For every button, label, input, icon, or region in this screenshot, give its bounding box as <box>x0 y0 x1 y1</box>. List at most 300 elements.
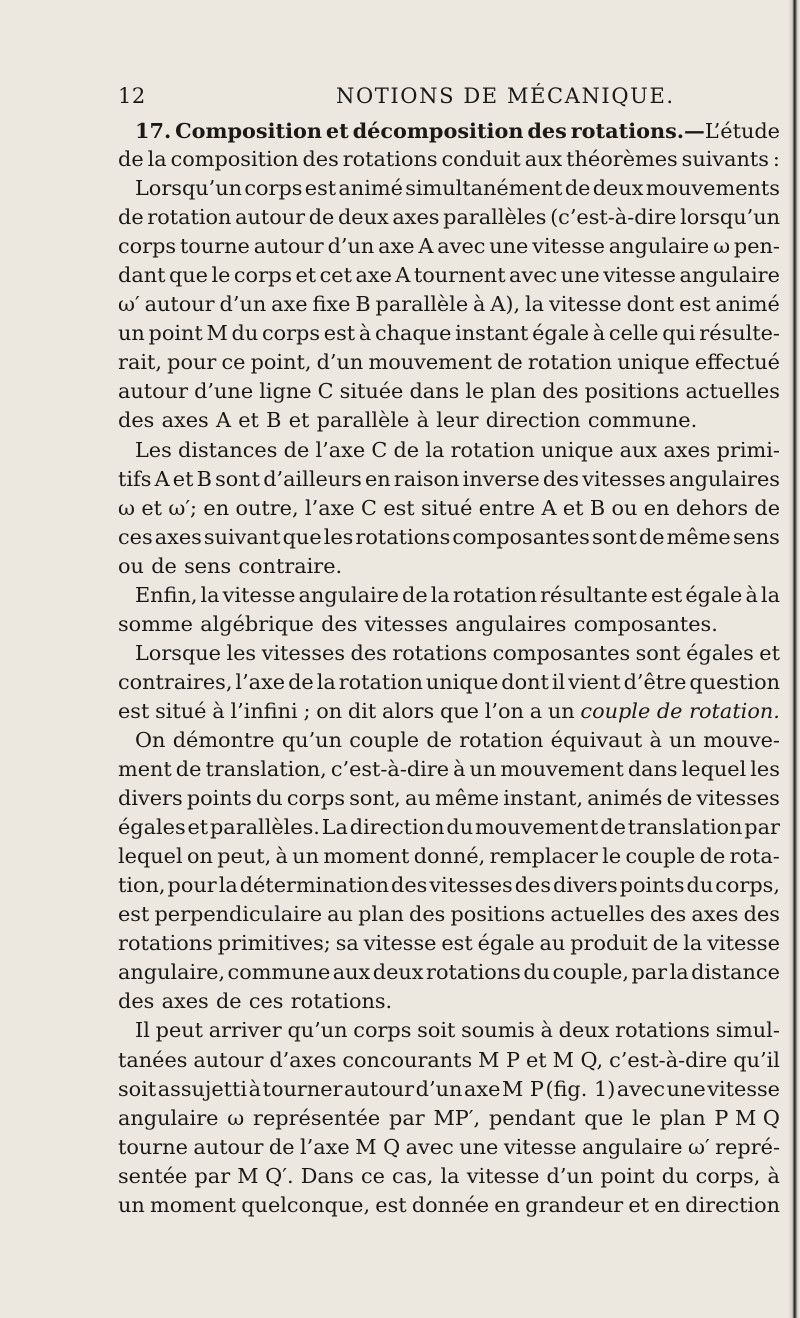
word: primi- <box>716 437 780 462</box>
word: M Q <box>355 1134 401 1159</box>
text-line <box>118 377 780 406</box>
word: à <box>248 1076 262 1101</box>
word: vitesse <box>222 582 296 607</box>
word: couple <box>625 844 696 869</box>
word: des <box>350 640 387 665</box>
word: parallèles. <box>209 815 320 840</box>
word: du <box>446 815 474 840</box>
word: tion, <box>118 873 166 898</box>
word: donné, <box>413 844 486 869</box>
word: rotation <box>450 437 535 462</box>
text-line <box>118 1104 780 1133</box>
word: dans <box>409 379 460 404</box>
word: résultante <box>540 582 648 607</box>
word: du <box>661 1163 689 1188</box>
text-line <box>118 987 780 1016</box>
word: tourner <box>262 1076 343 1101</box>
word: sa <box>335 931 359 956</box>
word: chaque <box>374 321 452 346</box>
word: corps <box>244 176 303 201</box>
word: qu’un <box>287 1018 348 1043</box>
word: rota- <box>729 844 780 869</box>
word: point, <box>250 350 312 375</box>
word: couple, <box>552 960 629 985</box>
word: un <box>118 1192 145 1217</box>
word: et <box>288 408 310 433</box>
word: autour <box>253 234 324 259</box>
word: des <box>321 611 358 636</box>
word: axes <box>691 902 739 927</box>
word: d’un <box>327 234 375 259</box>
word: animés <box>587 786 663 811</box>
word: La <box>321 815 348 840</box>
word: corps <box>118 234 177 259</box>
word: P M Q <box>714 1105 780 1130</box>
word: la <box>430 582 450 607</box>
word: est <box>383 495 415 520</box>
word: sens <box>184 553 232 578</box>
word: vitesse <box>603 263 676 288</box>
word: M P <box>501 1076 544 1101</box>
word: ces <box>118 524 153 549</box>
word: avec <box>405 1134 454 1159</box>
word: deux <box>558 1018 610 1043</box>
word: ω <box>118 495 135 520</box>
word: deux <box>592 176 644 201</box>
word: B <box>266 408 282 433</box>
word: et <box>295 263 317 288</box>
word: positions <box>584 379 680 404</box>
word: unique <box>617 350 690 375</box>
word: positions <box>450 902 546 927</box>
word: 17. <box>135 118 172 143</box>
text-line <box>118 871 780 900</box>
word: on <box>316 698 343 723</box>
text-line <box>118 523 780 552</box>
word: égales <box>686 640 754 665</box>
word: soit <box>417 1018 456 1043</box>
word: instant <box>455 321 529 346</box>
word: avec <box>616 1076 665 1101</box>
word: est <box>650 582 683 607</box>
word: entre <box>478 495 536 520</box>
word: autour <box>193 1134 264 1159</box>
word: du <box>523 960 551 985</box>
word: cet <box>319 263 352 288</box>
word: C <box>361 495 377 520</box>
word: à <box>540 1018 553 1043</box>
word: question <box>689 669 780 694</box>
word: et <box>628 1192 650 1217</box>
word: en <box>643 495 670 520</box>
word: de <box>308 205 335 230</box>
word: l’axe <box>300 1134 350 1159</box>
word: M <box>206 321 228 346</box>
text-line <box>118 842 780 871</box>
word: dont <box>501 669 549 694</box>
word: pendant <box>488 1105 576 1130</box>
word: angulaire <box>118 1105 219 1130</box>
word: grandeur <box>525 1192 624 1217</box>
word: d’une <box>194 379 254 404</box>
word: leur <box>436 408 479 433</box>
word: animé <box>715 292 780 317</box>
text-line <box>118 755 780 784</box>
word: des <box>302 147 339 172</box>
word: axe <box>271 292 308 317</box>
word: de <box>215 989 242 1014</box>
page-edge-shadow <box>788 0 800 1318</box>
word: axe <box>463 1076 501 1101</box>
word: vitesses <box>582 466 666 491</box>
word: est <box>118 902 150 927</box>
word: d’être <box>623 669 687 694</box>
word: avec <box>437 234 486 259</box>
word: parallèle <box>375 292 469 317</box>
word: actuelles <box>550 902 645 927</box>
word: composition <box>170 147 299 172</box>
word: commune. <box>587 408 698 433</box>
text-line <box>118 929 780 958</box>
word: de <box>497 350 523 375</box>
text-line <box>118 116 780 145</box>
word: des <box>743 902 780 927</box>
word: un <box>669 727 696 752</box>
text-line <box>118 1075 780 1104</box>
word: des <box>391 873 428 898</box>
word: effectué <box>694 350 780 375</box>
word: divers <box>118 786 183 811</box>
word: aux <box>332 960 371 985</box>
word: conduit <box>441 147 521 172</box>
word: donnée <box>411 1192 490 1217</box>
word: on <box>186 844 213 869</box>
word: primitives; <box>217 931 331 956</box>
word: à <box>592 321 606 346</box>
text-line <box>118 145 780 174</box>
word: est <box>375 1192 407 1217</box>
word: plan <box>358 902 404 927</box>
word: un <box>469 757 497 782</box>
word: rotations. <box>290 989 393 1014</box>
word: A), <box>490 292 521 317</box>
word: B <box>355 292 371 317</box>
word: rotation <box>459 727 544 752</box>
word: sentée <box>118 1163 188 1188</box>
word: composantes. <box>573 611 718 636</box>
word: une <box>560 263 600 288</box>
word: sont, <box>349 786 401 811</box>
word: qui <box>662 321 696 346</box>
word: l’infini <box>230 698 298 723</box>
word: couple <box>349 727 420 752</box>
word: A <box>395 263 411 288</box>
word: plan <box>490 379 537 404</box>
word: du <box>255 786 283 811</box>
word: la <box>440 1163 460 1188</box>
word: contraire. <box>238 553 343 578</box>
word: l’on <box>484 698 524 723</box>
word: parallèle <box>316 408 410 433</box>
word: autour <box>235 205 306 230</box>
word: somme <box>118 611 193 636</box>
text-line <box>118 174 780 203</box>
word: ω′; <box>168 495 198 520</box>
word: A <box>541 495 557 520</box>
word: représentée <box>253 1105 381 1130</box>
word: tourne <box>179 234 250 259</box>
word: au <box>539 931 566 956</box>
word: de <box>118 205 144 230</box>
word: autour <box>144 292 215 317</box>
word: mouvement <box>500 757 624 782</box>
word: ; <box>303 698 311 723</box>
word: outre, <box>235 495 299 520</box>
text-line <box>118 436 780 465</box>
word: est <box>441 931 473 956</box>
word: cas, <box>392 1163 434 1188</box>
word: dit <box>347 698 377 723</box>
word: rait, <box>118 350 162 375</box>
word: ces <box>248 989 284 1014</box>
word: décomposition <box>352 118 524 143</box>
word: et <box>759 640 780 665</box>
word: située <box>339 379 404 404</box>
word: contraires, <box>118 669 233 694</box>
word: plan <box>659 1105 706 1130</box>
text-line <box>118 1016 780 1045</box>
word: et <box>562 495 584 520</box>
word: tournent <box>413 263 506 288</box>
word: et <box>187 815 209 840</box>
word: théorèmes <box>566 147 678 172</box>
word: divers <box>553 873 618 898</box>
word: la <box>669 960 689 985</box>
word: angulaire, <box>118 960 226 985</box>
word: que <box>439 698 479 723</box>
word: a <box>529 698 543 723</box>
word: ω <box>227 1105 245 1130</box>
word: On <box>135 727 166 752</box>
word: une <box>459 1134 499 1159</box>
word: qu’un <box>281 727 342 752</box>
word: celle <box>608 321 659 346</box>
word: commune <box>227 960 331 985</box>
word: autour <box>193 1047 264 1072</box>
word: détermination <box>239 873 390 898</box>
word: axe <box>355 263 392 288</box>
word: l’axe <box>315 437 366 462</box>
word: des <box>409 902 446 927</box>
word: de <box>151 553 177 578</box>
text-line <box>118 900 780 929</box>
word: : <box>772 147 780 172</box>
word: la <box>525 292 545 317</box>
word: translation, <box>205 757 327 782</box>
word: vitesse <box>532 234 605 259</box>
word: distance <box>691 960 780 985</box>
word: aux <box>619 437 658 462</box>
word: tifs <box>118 466 152 491</box>
word: l’axe <box>235 669 286 694</box>
word: à <box>767 1163 780 1188</box>
word: suivants <box>681 147 769 172</box>
word: des <box>527 118 567 143</box>
word: de <box>666 786 693 811</box>
text-line <box>118 958 780 987</box>
word: de <box>600 815 626 840</box>
word: l’axe <box>304 495 355 520</box>
text-line <box>118 494 780 523</box>
word: rotations <box>355 524 451 549</box>
word: rotations <box>392 640 488 665</box>
word: B <box>196 466 212 491</box>
word: couple de rotation. <box>580 698 780 723</box>
word: lequel <box>118 844 183 869</box>
word: sont <box>635 640 681 665</box>
word: des <box>118 989 155 1014</box>
word: même <box>666 524 731 549</box>
text-line <box>118 784 780 813</box>
word: deux <box>372 960 424 985</box>
word: égale <box>532 321 590 346</box>
word: peut, <box>217 844 272 869</box>
text-line <box>118 1046 780 1075</box>
word: assujetti <box>157 1076 248 1101</box>
word: instant, <box>503 786 584 811</box>
text-line <box>118 697 780 726</box>
page-header <box>118 78 758 112</box>
word: par <box>744 815 780 840</box>
word: composantes <box>452 524 590 549</box>
word: suivant <box>203 524 281 549</box>
word: vitesses <box>696 786 780 811</box>
word: peut <box>155 1018 203 1043</box>
word: inverse <box>462 466 540 491</box>
word: sont <box>215 466 261 491</box>
word: à <box>358 321 372 346</box>
word: rotations.—L’étude <box>570 118 780 143</box>
word: un <box>547 698 575 723</box>
word: des <box>118 408 155 433</box>
word: à <box>416 408 429 433</box>
word: à <box>453 757 466 782</box>
word: ω′ <box>118 292 140 317</box>
word: corps, <box>695 1163 761 1188</box>
word: mouvement <box>474 815 599 840</box>
text-line <box>118 1191 780 1220</box>
word: Les <box>135 437 172 462</box>
word: les <box>750 757 780 782</box>
word: c’est-à-dire <box>330 757 450 782</box>
word: A <box>418 234 434 259</box>
word: tanées <box>118 1047 188 1072</box>
word: actuelles <box>685 379 780 404</box>
text-line <box>118 232 780 261</box>
word: et <box>526 1047 547 1072</box>
word: repré- <box>715 1134 780 1159</box>
word: pour <box>167 873 217 898</box>
word: lorsqu’un <box>680 205 780 230</box>
word: de <box>402 582 428 607</box>
word: par <box>631 960 668 985</box>
word: dans <box>627 757 678 782</box>
word: d’un <box>415 1076 463 1101</box>
text-line <box>118 319 780 348</box>
word: démontre <box>172 727 275 752</box>
word: vitesse <box>707 1076 780 1101</box>
word: du <box>686 873 714 898</box>
word: A <box>215 408 231 433</box>
word: vitesses <box>429 873 513 898</box>
word: ω <box>713 234 731 259</box>
word: en <box>494 1192 520 1217</box>
word: par <box>389 1105 425 1130</box>
word: direction <box>485 408 581 433</box>
word: que <box>584 1105 624 1130</box>
word: composantes <box>492 640 631 665</box>
word: une <box>666 1076 706 1101</box>
word: au <box>404 786 431 811</box>
word: des <box>649 902 687 927</box>
word: ou <box>118 553 144 578</box>
word: tourne <box>118 1134 188 1159</box>
word: le <box>632 1105 652 1130</box>
word: est <box>679 292 711 317</box>
word: axes <box>392 205 440 230</box>
word: rotations <box>342 147 438 172</box>
word: corps <box>286 786 345 811</box>
word: de <box>288 669 314 694</box>
word: résulte- <box>699 321 780 346</box>
word: simultanément <box>405 176 563 201</box>
word: points <box>186 786 252 811</box>
word: rotation <box>338 669 423 694</box>
word: des <box>514 873 552 898</box>
word: est <box>118 698 150 723</box>
word: d’un <box>316 350 364 375</box>
word: autour <box>118 379 189 404</box>
word: B <box>589 495 606 520</box>
word: par <box>194 1163 231 1188</box>
word: des <box>542 379 579 404</box>
running-head: NOTIONS DE MÉCANIQUE. <box>336 84 675 108</box>
word: du <box>231 321 259 346</box>
text-line <box>118 726 780 755</box>
text-line <box>118 348 780 377</box>
word: rotation <box>147 205 232 230</box>
word: animé <box>338 176 403 201</box>
word: de <box>268 1134 295 1159</box>
text-line <box>118 1162 780 1191</box>
text-line <box>118 203 780 232</box>
word: autour <box>344 1076 415 1101</box>
word: produit <box>570 931 648 956</box>
text-line <box>118 261 780 290</box>
word: simul- <box>715 1018 780 1043</box>
word: vitesse <box>503 1134 577 1159</box>
word: et <box>172 466 194 491</box>
word: et <box>141 495 162 520</box>
word: vitesse <box>363 931 437 956</box>
word: M Q′. <box>237 1163 294 1188</box>
word: axes <box>161 408 209 433</box>
word: A <box>154 466 170 491</box>
word: deux <box>337 205 389 230</box>
word: de <box>393 437 420 462</box>
word: moment <box>150 1192 237 1217</box>
section-17-text <box>118 116 780 1220</box>
